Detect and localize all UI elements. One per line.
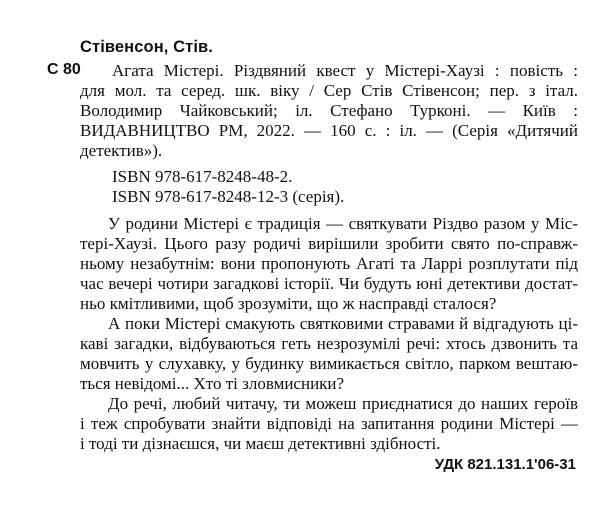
annotation-line: ться невідомі... Хто ті зловмисники? — [80, 374, 345, 393]
annotation-line: час вечері чотири загадкові історії. Чи будуть юні детективи достат- — [80, 274, 578, 293]
annotation-line: У родини Містері є традиція — святкувати Різдво разом у Міс- — [108, 214, 578, 233]
annotation-line: мовчить у слухавку, у будинку вимикається світло, парком вештаю- — [80, 354, 578, 373]
annotation-line: До речі, любий читачу, ти можеш приєднатися до наших героїв — [108, 394, 578, 413]
annotation-line: ньому незабутнім: вони пропонують Агаті та Ларрі розплутати під — [80, 254, 578, 273]
udk-code: УДК 821.131.1'06-31 — [434, 456, 576, 473]
annotation-line: тері-Хаузі. Цього разу родичі вирішили зробити свято по-справж- — [80, 234, 578, 253]
isbn-series-line: ISBN 978-617-8248-12-3 (серія). — [112, 187, 345, 206]
biblio-line: для мол. та серед. шк. віку / Сер Стів Стівенсон; пер. з італ. — [80, 81, 578, 100]
annotation-line: ньо кмітливими, щоб зрозуміти, що ж насправді сталося? — [80, 294, 497, 313]
isbn-line: ISBN 978-617-8248-48-2. — [112, 167, 293, 186]
annotation-line: і тоді ти дізнаєшся, чи маєш детективні здібності. — [80, 434, 441, 453]
author-sign-code: С 80 — [47, 61, 81, 78]
annotation-line: каві загадки, відбуваються геть незрозумілі речі: хтось дзвонить та — [80, 334, 578, 353]
biblio-line: Агата Містері. Різдвяний квест у Містері-Хаузі : повість : — [112, 61, 578, 80]
biblio-line: Володимир Чайковський; іл. Стефано Турконі. — Київ : — [80, 101, 578, 120]
biblio-line: детектив»). — [80, 141, 163, 160]
author-heading: Стівенсон, Стів. — [80, 38, 213, 56]
annotation-line: і теж спробувати знайти відповіді на запитання родини Містері — — [80, 414, 578, 433]
annotation-line: А поки Містері смакують святковими стравами й відгадують ці- — [108, 314, 578, 333]
biblio-line: ВИДАВНИЦТВО РМ, 2022. — 160 с. : іл. — (Серія «Дитячий — [80, 121, 578, 140]
